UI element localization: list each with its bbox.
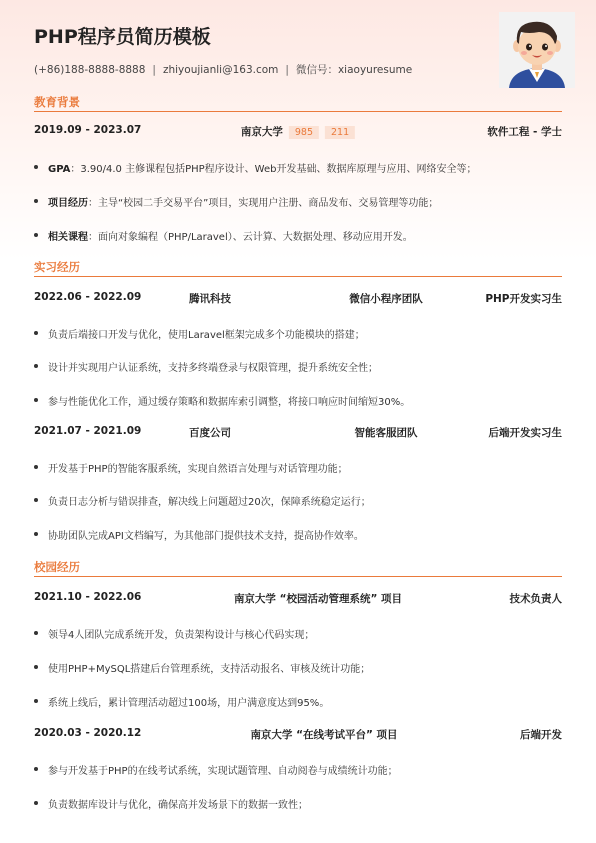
- item-text: 协助团队完成API文档编写，为其他部门提供技术支持，提高协作效率。: [48, 531, 364, 542]
- item-text: 参与性能优化工作，通过缓存策略和数据库索引调整，将接口响应时间缩短30%。: [48, 397, 411, 408]
- section-title-campus: 校园经历: [34, 560, 80, 574]
- bullet-dot-icon: [34, 199, 38, 203]
- job-row: [34, 425, 562, 441]
- education-period: 2019.09 - 2023.07: [34, 124, 142, 136]
- project-role: 后端开发: [520, 729, 562, 741]
- bullet-dot-icon: [34, 398, 38, 402]
- job-role: 后端开发实习生: [488, 427, 562, 439]
- item-text: ：主导“校园二手交易平台”项目，实现用户注册、商品发布、交易管理等功能；: [88, 198, 439, 209]
- project-row: [34, 727, 562, 743]
- education-school-group: [241, 124, 355, 139]
- project-period: 2020.03 - 2020.12: [34, 727, 142, 739]
- project-row: [34, 591, 562, 607]
- cartoon-avatar-icon: [499, 12, 575, 88]
- project-name: 南京大学 “在线考试平台” 项目: [250, 729, 398, 741]
- bullet-dot-icon: [34, 532, 38, 536]
- section-divider: [34, 111, 562, 112]
- section-title-education: 教育背景: [34, 95, 80, 109]
- item-text: 负责数据库设计与优化，确保高并发场景下的数据一致性；: [48, 800, 308, 811]
- tag-985-badge: 985: [289, 126, 319, 139]
- bullet-dot-icon: [34, 331, 38, 335]
- bullet-dot-icon: [34, 364, 38, 368]
- item-text: ：3.90/4.0 主修课程包括PHP程序设计、Web开发基础、数据库原理与应用、网络安全等；: [70, 164, 477, 175]
- section-title-internship: 实习经历: [34, 260, 80, 274]
- bullet-dot-icon: [34, 631, 38, 635]
- project-name: 南京大学 “校园活动管理系统” 项目: [233, 593, 403, 605]
- contact-separator: |: [285, 64, 289, 76]
- bullet-dot-icon: [34, 699, 38, 703]
- item-text: ：面向对象编程（PHP/Laravel）、云计算、大数据处理、移动应用开发。: [88, 232, 413, 243]
- item-text: 领导4人团队完成系统开发，负责架构设计与核心代码实现；: [48, 630, 315, 641]
- school-name: 南京大学: [240, 126, 283, 138]
- job-team: 智能客服团队: [354, 427, 418, 439]
- bullet-dot-icon: [34, 465, 38, 469]
- item-text: 使用PHP+MySQL搭建后台管理系统，支持活动报名、审核及统计功能；: [48, 664, 371, 675]
- section-divider: [34, 576, 562, 577]
- item-text: 负责后端接口开发与优化，使用Laravel框架完成多个功能模块的搭建；: [48, 330, 365, 341]
- job-period: 2021.07 - 2021.09: [34, 425, 142, 437]
- item-text: 系统上线后，累计管理活动超过100场，用户满意度达到95%。: [48, 698, 330, 709]
- bullet-dot-icon: [34, 665, 38, 669]
- contact-line: [34, 62, 412, 77]
- item-label: GPA: [48, 164, 71, 175]
- bullet-dot-icon: [34, 801, 38, 805]
- item-text: 设计并实现用户认证系统，支持多终端登录与权限管理，提升系统安全性；: [48, 363, 378, 374]
- job-team: 微信小程序团队: [349, 293, 423, 305]
- project-role: 技术负责人: [509, 593, 562, 605]
- section-divider: [34, 276, 562, 277]
- item-label: 相关课程: [48, 232, 88, 243]
- item-text: 参与开发基于PHP的在线考试系统，实现试题管理、自动阅卷与成绩统计功能；: [48, 766, 398, 777]
- education-row: [34, 124, 562, 140]
- resume-title: PHP程序员简历模板: [34, 26, 211, 48]
- education-degree: 软件工程 - 学士: [487, 126, 562, 138]
- tag-211-badge: 211: [325, 126, 355, 139]
- contact-separator: |: [152, 64, 156, 76]
- bullet-dot-icon: [34, 233, 38, 237]
- email-text: zhiyoujianli@163.com: [162, 64, 279, 76]
- wechat-text: 微信号：xiaoyuresume: [295, 64, 413, 76]
- bullet-dot-icon: [34, 767, 38, 771]
- job-company: 腾讯科技: [189, 293, 231, 305]
- avatar-photo: [499, 12, 575, 88]
- item-text: 负责日志分析与错误排查，解决线上问题超过20次，保障系统稳定运行；: [48, 497, 371, 508]
- item-label: 项目经历: [48, 198, 88, 209]
- project-period: 2021.10 - 2022.06: [34, 591, 142, 603]
- job-company: 百度公司: [189, 427, 231, 439]
- bullet-dot-icon: [34, 498, 38, 502]
- item-text: 开发基于PHP的智能客服系统，实现自然语言处理与对话管理功能；: [48, 464, 348, 475]
- job-row: [34, 291, 562, 307]
- job-period: 2022.06 - 2022.09: [34, 291, 142, 303]
- bullet-dot-icon: [34, 165, 38, 169]
- job-role: PHP开发实习生: [485, 293, 562, 305]
- phone-text: (+86)188-8888-8888: [34, 64, 146, 76]
